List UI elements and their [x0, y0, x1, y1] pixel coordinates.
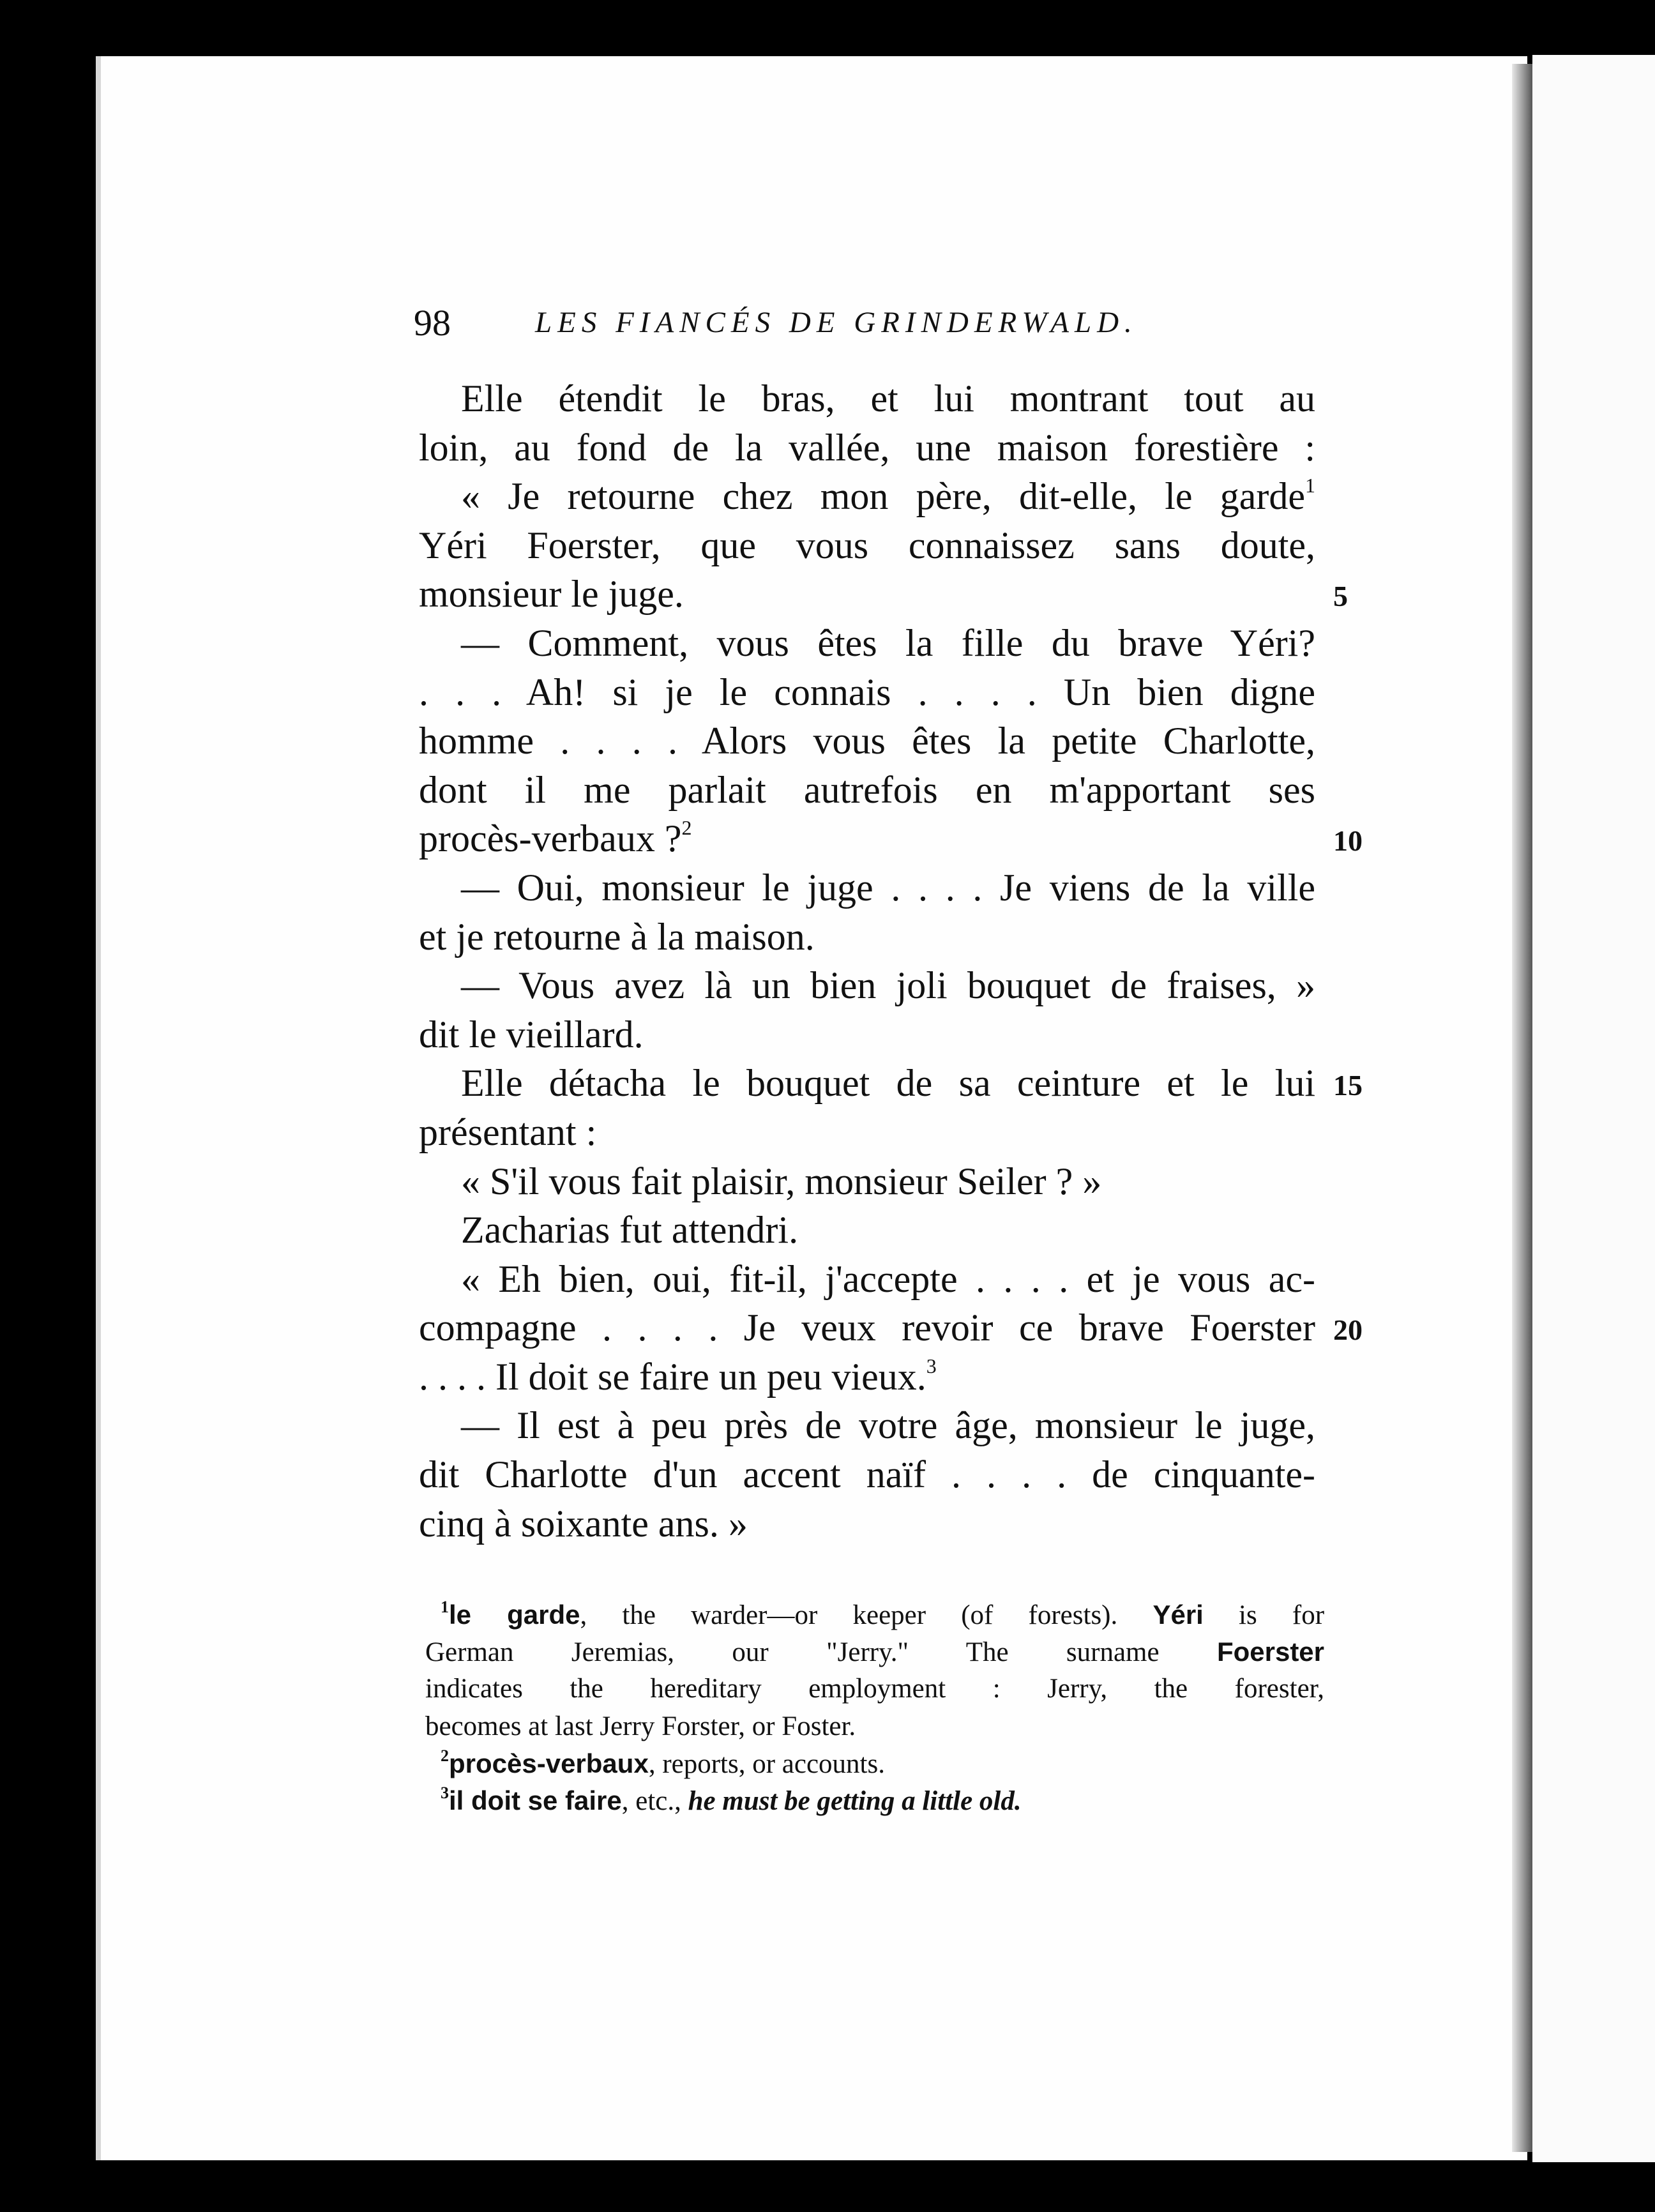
- footnote-3: $^3$il doit se faire, etc., he must be getting a little old.: [441, 1783, 1022, 1816]
- text-line: — Comment, vous êtes la fille du brave Yéri?: [461, 621, 1315, 664]
- text-line: monsieur le juge. 5: [419, 570, 1315, 619]
- text-line: . . . . Il doit se faire un peu vieux.$^3$: [419, 1354, 937, 1398]
- facing-page: [1532, 55, 1655, 2162]
- footnote-1-line: German Jeremias, our "Jerry." The surname Foerster: [425, 1637, 1325, 1668]
- text-line: « Je retourne chez mon père, dit-elle, le garde$^1$: [461, 474, 1315, 518]
- page-edge: [1512, 64, 1532, 2152]
- text-line: dont il me parlait autrefois en m'apportant ses: [419, 768, 1315, 811]
- line-number: 20: [1333, 1314, 1363, 1347]
- text-line: et je retourne à la maison.: [419, 915, 815, 958]
- running-title: LES FIANCÉS DE GRINDERWALD.: [535, 306, 1138, 339]
- line-number: 5: [1333, 580, 1348, 613]
- note-mark: 3: [926, 1354, 937, 1377]
- text-line: Yéri Foerster, que vous connaissez sans doute,: [419, 524, 1315, 566]
- text-line: présentant :: [419, 1110, 597, 1153]
- body-text: [419, 374, 1363, 1548]
- line-number: 10: [1333, 824, 1363, 858]
- text-line: Elle détacha le bouquet de sa ceinture et le lui 15: [419, 1059, 1315, 1108]
- text-line: dit le vieillard.: [419, 1013, 644, 1056]
- footnote-1-line: becomes at last Jerry Forster, or Foster.: [425, 1711, 856, 1741]
- note-mark: 1: [1305, 474, 1315, 497]
- text-line: — Il est à peu près de votre âge, monsieur le juge,: [461, 1404, 1315, 1447]
- text-line: dit Charlotte d'un accent naïf . . . . de cinquante-: [419, 1453, 1315, 1496]
- text-line: . . . Ah! si je le connais . . . . Un bien digne: [419, 670, 1315, 713]
- text-line: « S'il vous fait plaisir, monsieur Seiler ? »: [461, 1160, 1102, 1202]
- footnote-2: $^2$procès-verbaux, reports, or accounts.: [441, 1746, 885, 1779]
- text-line: homme . . . . Alors vous êtes la petite Charlotte,: [419, 720, 1315, 762]
- line-number: 15: [1333, 1069, 1363, 1102]
- text-line: loin, au fond de la vallée, une maison forestière :: [419, 426, 1315, 469]
- text-line: « Eh bien, oui, fit-il, j'accepte . . . . et je vous ac-: [461, 1257, 1315, 1300]
- footnote-1: $^1$le garde, the warder—or keeper (of forests). Yéri is for: [441, 1598, 1325, 1630]
- text-line: compagne . . . . Je veux revoir ce brave Foerster 20: [419, 1303, 1315, 1352]
- text-line: — Vous avez là un bien joli bouquet de fraises, »: [461, 964, 1315, 1007]
- running-head: [414, 301, 1340, 346]
- footnote-1-line: indicates the hereditary employment : Jerry, the forester,: [425, 1674, 1324, 1704]
- text-line: cinq à soixante ans. »: [419, 1502, 748, 1545]
- text-line: — Oui, monsieur le juge . . . . Je viens de la ville: [461, 866, 1315, 909]
- text-line: procès-verbaux ?$^2$ 10: [419, 814, 1315, 863]
- page-number: 98: [414, 302, 451, 344]
- footnotes: [425, 1596, 1324, 1819]
- text-line: Zacharias fut attendri.: [461, 1209, 799, 1252]
- text-line: Elle étendit le bras, et lui montrant tout au: [461, 377, 1315, 420]
- note-mark: 2: [681, 816, 692, 840]
